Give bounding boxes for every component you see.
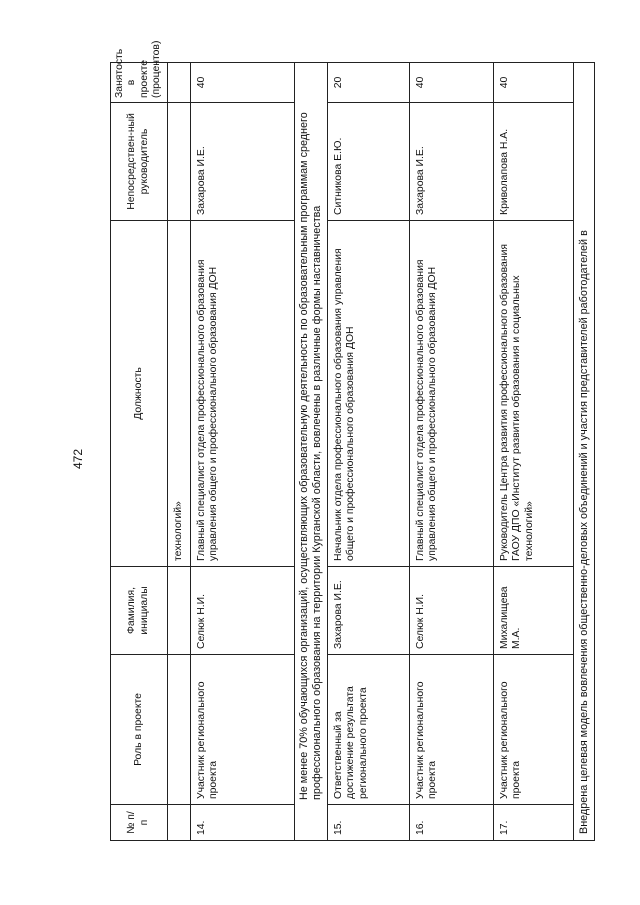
row-supervisor: Криволапова Н.А.	[494, 102, 574, 220]
continuation-row	[167, 62, 190, 840]
row-employment: 40	[494, 62, 574, 102]
row-supervisor: Захарова И.Е.	[410, 102, 494, 220]
row-num: 14.	[191, 805, 295, 841]
header-employment: Занятость в проекте (процентов)	[111, 62, 168, 102]
project-team-table	[110, 40, 595, 841]
row-employment: 20	[328, 62, 410, 102]
row-supervisor: Ситникова Е.Ю.	[328, 102, 410, 220]
row-name: Селюк Н.И.	[410, 567, 494, 655]
table-row	[410, 62, 494, 840]
table-row	[328, 62, 410, 840]
header-position: Должность	[111, 220, 168, 566]
goal-band-row	[295, 62, 328, 840]
table-row	[191, 62, 295, 840]
row-employment: 40	[410, 62, 494, 102]
row-role: Участник регионального проекта	[494, 655, 574, 805]
header-row	[111, 62, 168, 840]
continuation-cell: технологий»	[167, 220, 190, 566]
row-employment: 40	[191, 62, 295, 102]
page-number: 472	[71, 448, 85, 470]
header-supervisor: Непосредствен-ный руководитель	[111, 102, 168, 220]
footer-row	[574, 62, 595, 840]
row-role: Ответственный за достижение результата регионального проекта	[328, 655, 410, 805]
row-name: Михалищева М.А.	[494, 567, 574, 655]
header-num: № п/п	[111, 805, 168, 841]
table-row	[494, 62, 574, 840]
row-position: Руководитель Центра развития профессионального образования ГАОУ ДПО «Институт развития образования и социальных технологий»	[494, 220, 574, 566]
row-position: Начальник отдела профессионального образования управления общего и профессионального образования ДОН	[328, 220, 410, 566]
row-supervisor: Захарова И.Е.	[191, 102, 295, 220]
row-num: 17.	[494, 805, 574, 841]
row-num: 16.	[410, 805, 494, 841]
row-num: 15.	[328, 805, 410, 841]
goal-band: Не менее 70% обучающихся организаций, осуществляющих образовательную деятельность по образовательным программам среднего профессионального образования на территории Курганской области, вовлечены в различные формы наставничества	[295, 62, 328, 840]
footer-text: Внедрена целевая модель вовлечения общественно-деловых объединений и участия представителей работодателей в	[574, 62, 595, 840]
header-role: Роль в проекте	[111, 655, 168, 805]
row-role: Участник регионального проекта	[191, 655, 295, 805]
row-role: Участник регионального проекта	[410, 655, 494, 805]
row-name: Захарова И.Е.	[328, 567, 410, 655]
header-name: Фамилия, инициалы	[111, 567, 168, 655]
row-position: Главный специалист отдела профессионального образования управления общего и профессионального образования ДОН	[410, 220, 494, 566]
row-name: Селюк Н.И.	[191, 567, 295, 655]
row-position: Главный специалист отдела профессионального образования управления общего и профессионального образования ДОН	[191, 220, 295, 566]
